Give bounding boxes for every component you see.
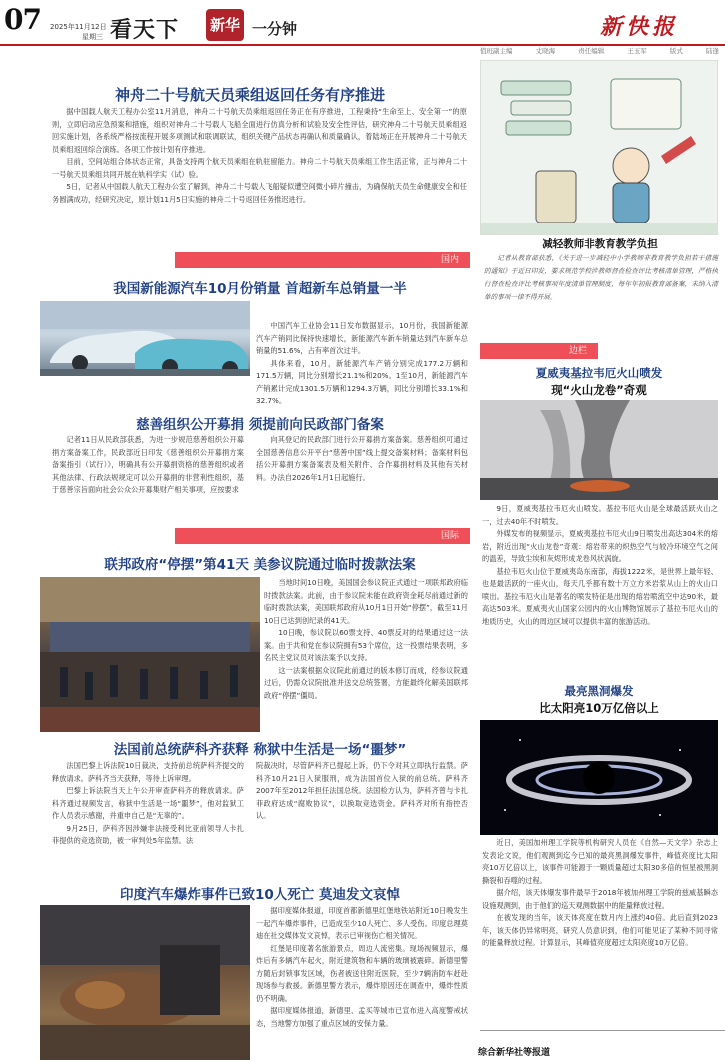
shenzhou-body xyxy=(52,106,467,206)
paragraph: 在被发现的当年，该天体亮度在数月内上涨约40倍。此后直到2023年，该天体仍异常明亮，研究人员意识到，他们可能见证了某种不同寻常的能量释放过程。计算显示，其峰值亮度超过太阳亮度10万亿倍。 xyxy=(482,913,718,947)
editor-name: 陆逢 xyxy=(705,47,719,55)
volcano-headline-line1: 夏威夷基拉韦厄火山喷发 xyxy=(535,366,663,380)
page-number: 07 xyxy=(4,3,41,36)
senate-chamber-photo xyxy=(40,577,260,732)
issue-weekday: 星期三 xyxy=(82,33,103,41)
car-explosion-photo xyxy=(40,905,250,1060)
frontier-tag xyxy=(480,343,598,359)
paragraph: 外媒发布的视频显示，夏威夷基拉韦厄火山9日喷发出高达304米的熔岩，附近出现“火山龙卷”奇观：熔岩带来的炽热空气与较冷环境空气之间的温差，导致尘埃和灰烬形成龙卷风状涡旋。 xyxy=(482,529,718,563)
paragraph: 基拉韦厄火山位于夏威夷岛东南部，海拔1222米，是世界上最年轻、也是最活跃的一座火山，每天几乎都有数十万立方米岩浆从山上的火山口喷出。基拉韦厄火山是著名的喷发特征是出现的熔岩喷流空中达90米，最高达503米。夏威夷火山国家公园内的火山博物馆展示了基拉韦厄火山的地质历史，火山的周边区域可以提供丰富的旅游活动。 xyxy=(482,566,718,626)
international-tag-label: 国际 xyxy=(440,531,459,541)
shutdown-body xyxy=(264,577,468,702)
paragraph: 当地时间10日晚，美国国会参议院正式通过一项联邦政府临时拨款法案。此前，由于参议院未能在政府资金耗尽前通过新的临时拨款法案，美国联邦政府从10月1日开始“停摆”，截至11月10日已达到创纪录的41天。 xyxy=(264,578,468,625)
nev-body xyxy=(256,320,468,408)
editor-label: 版式 xyxy=(669,47,683,55)
paragraph: 据中国载人航天工程办公室11月消息，神舟二十号航天员乘组返回任务正在有序推进，工程秉持“生命至上、安全第一”的原则，立即启动应急预案和措施，组织对神舟二十号载人飞船全面进行仿真分析和试验及安全性评估，研究神舟二十号航天员乘组返回实施计划，各系统严格按流程开展多项测试和联调联试，组织关键产品状态再确认和质量确认，着陆场正在开展神舟二十号航天员乘组返回综合演练。各项工作按计划有序推进。 xyxy=(52,107,467,154)
paragraph: 9日，夏威夷基拉韦厄火山喷发。基拉韦厄火山是全球最活跃火山之一，过去40年不时喷发。 xyxy=(482,504,718,526)
paragraph: 9月25日，萨科齐因涉嫌非法接受利比亚前领导人卡扎菲提供的竞选资助，被一审判处5年监禁。法 xyxy=(52,823,244,845)
xinhua-seal: 新华 xyxy=(206,9,244,41)
blackhole-headline-line1: 最亮黑洞爆发 xyxy=(564,684,634,698)
shenzhou-headline: 神舟二十号航天员乘组返回任务有序推进 xyxy=(114,86,385,104)
paragraph: 据印度媒体报道，印度首都新德里红堡地铁站附近10日晚发生一起汽车爆炸事件，已造成至少10人死亡、多人受伤。印度总理莫迪在社交媒体发文哀悼，表示已审视伤亡相关情况。 xyxy=(256,906,468,940)
newspaper-logo: 新快报 xyxy=(600,14,679,40)
byline: 综合新华社等报道 xyxy=(478,1048,551,1058)
volcano-body xyxy=(482,503,718,628)
nev-headline: 我国新能源汽车10月份销量 首超新车总销量一半 xyxy=(113,281,407,297)
paragraph: 据印度媒体报道，新德里、孟买等城市已宣布进入高度警戒状态，当地警方加强了重点区域的安保力量。 xyxy=(256,1006,468,1028)
electric-car-photo xyxy=(40,301,250,376)
blackhole-body xyxy=(482,837,718,950)
sarkozy-body-col1 xyxy=(52,760,244,848)
charity-headline: 慈善组织公开募捐 须提前向民政部门备案 xyxy=(136,417,384,433)
paragraph: 10日晚，参议院以60票支持、40票反对的结果通过这一法案。由于共和党在参议院拥有53个席位，这一投票结果表明，多名民主党议员对该法案予以支持。 xyxy=(264,628,468,662)
teachers-headline: 减轻教师非教育教学负担 xyxy=(542,238,658,250)
volcano-headline-line2: 现“火山龙卷”奇观 xyxy=(551,383,647,397)
paragraph: 法国巴黎上诉法院10日裁决，支持前总统萨科齐提交的释放请求。萨科齐当天获释，等待上诉审理。 xyxy=(52,761,244,783)
frontier-tag-label: 边栏 xyxy=(568,346,587,356)
india-headline: 印度汽车爆炸事件已致10人死亡 莫迪发文哀悼 xyxy=(120,887,400,903)
paragraph: 5日，记者从中国载人航天工程办公室了解到，神舟二十号载人飞船疑似遭空间微小碎片撞击，为确保航天员生命健康安全和任务圆满成功，经研究决定，原计划11月5日实施的神舟二十号返回任务推迟进行。 xyxy=(52,182,467,204)
paragraph: 巴黎上诉法院当天上午公开审查萨科齐的释放请求。萨科齐通过视频发言，称狱中生活是一场“噩梦”，他对监狱工作人员表示感谢，并重申自己是“无辜的”。 xyxy=(52,786,244,820)
charity-body-col1: 记者11日从民政部获悉，为进一步规范慈善组织公开募捐方案备案工作，民政部近日印发《慈善组织公开募捐方案备案指引（试行）》，明确具有公开募捐资格的慈善组织或者其他法律、行政法规规定可以公开募捐的非营利性组织，基于慈善宗旨面向社会公众公开募集财产相关事项，应按要求 xyxy=(52,435,244,494)
paragraph: 近日，美国加州理工学院等机构研究人员在《自然—天文学》杂志上发表论文说，他们观测到迄今已知的最亮黑洞爆发事件，峰值亮度比太阳亮10万亿倍以上，该事件可能源于一颗质量超过太阳30多倍的恒星被黑洞撕裂和吞噬的过程。 xyxy=(482,838,718,885)
shutdown-headline: 联邦政府“停摆”第41天 美参议院通过临时拨款法案 xyxy=(104,557,416,573)
paragraph: 具体来看，10月，新能源汽车产销分别完成177.2万辆和171.5万辆，同比分别增长21.1%和20%。1至10月，新能源汽车产销累计完成1301.5万辆和1294.3万辆，同比分别增长33.1%和32.7%。 xyxy=(256,358,468,405)
paragraph: 中国汽车工业协会11日发布数据显示，10月份，我国新能源汽车产销同比保持快速增长，新能源汽车新车销量达到汽车新车总销量的51.6%，占有率首次过半。 xyxy=(256,321,468,355)
editor-label: 责任编辑 xyxy=(578,47,605,55)
editor-name: 王玉军 xyxy=(627,47,647,55)
charity-body-col2: 向其登记的民政部门进行公开募捐方案备案。慈善组织可通过全国慈善信息公开平台“慈善中国”线上提交备案材料；备案材料包括公开募捐方案备案表及相关附件、合作募捐材料及其他有关材料。办法自2026年1月1日起施行。 xyxy=(256,435,468,482)
editor-label: 值班副主编 xyxy=(480,47,513,55)
subsection-title: 一分钟 xyxy=(252,20,298,38)
paragraph: 这一法案根据众议院此前通过的版本修订而成，经参议院通过后，仍需众议院批准并送交总统签署，方能最终化解美国联邦政府“停摆”僵局。 xyxy=(264,665,468,700)
paragraph: 据介绍，该天体爆发事件最早于2018年被加州理工学院的兹威基瞬态设施观测到，由于他们的巡天观测数据中的能量释放过程。 xyxy=(482,888,718,910)
editor-name: 丈晓海 xyxy=(535,47,556,55)
issue-date: 2025年11月12日 xyxy=(50,23,107,31)
footer-rule xyxy=(480,1030,725,1031)
international-tag xyxy=(175,528,470,544)
domestic-tag xyxy=(175,252,470,268)
black-hole-illustration xyxy=(480,720,718,835)
masthead xyxy=(0,0,725,43)
domestic-tag-label: 国内 xyxy=(440,255,459,265)
paragraph: 红堡是印度著名旅游景点，周边人流密集。现场视频显示，爆炸后有多辆汽车起火，附近建筑物和车辆的玻璃被震碎。新德里警方随后封锁事发区域，伤者被送往附近医院，至少7辆消防车赶赴现场参与救援。新德里警方表示，爆炸原因还在调查中，爆炸性质仍不明确。 xyxy=(256,943,468,1003)
editors-line xyxy=(480,46,725,55)
sarkozy-body-col2: 院裁决时，尽管萨科齐已提起上诉，仍下令对其立即执行监禁。萨科齐10月21日入狱服刑，成为法国首位入狱的前总统。萨科齐2007年至2012年担任法国总统。法国检方认为，萨科齐曾与卡扎菲政府达成“腐败协议”，以换取竞选资金。萨科齐对所有指控否认。 xyxy=(256,761,468,820)
teacher-burden-cartoon xyxy=(480,60,718,235)
section-title: 看天下 xyxy=(110,18,180,43)
blackhole-headline xyxy=(480,683,718,717)
volcano-headline xyxy=(480,365,718,399)
blackhole-headline-line2: 比太阳亮10万亿倍以上 xyxy=(539,701,659,715)
teachers-body: 记者从教育部获悉，《关于进一步减轻中小学教师非教育教学负担若干措施的通知》于近日印发，要求规范学校涉教师督查检查评比考核清单管理，严格执行督查检查评比考核事项年度清单管理制度，每年年初报教育部备案，未纳入清单的事项一律不得开展。 xyxy=(484,254,718,301)
volcano-tornado-photo xyxy=(480,400,718,500)
india-body xyxy=(256,905,468,1030)
paragraph: 目前，空间站组合体状态正常，具备支持两个航天员乘组在轨驻留能力。神舟二十号航天员乘组工作生活正常，正与神舟二十一号航天员乘组共同开展在轨科学实（试）验。 xyxy=(52,157,467,179)
sarkozy-headline: 法国前总统萨科齐获释 称狱中生活是一场“噩梦” xyxy=(113,742,407,758)
